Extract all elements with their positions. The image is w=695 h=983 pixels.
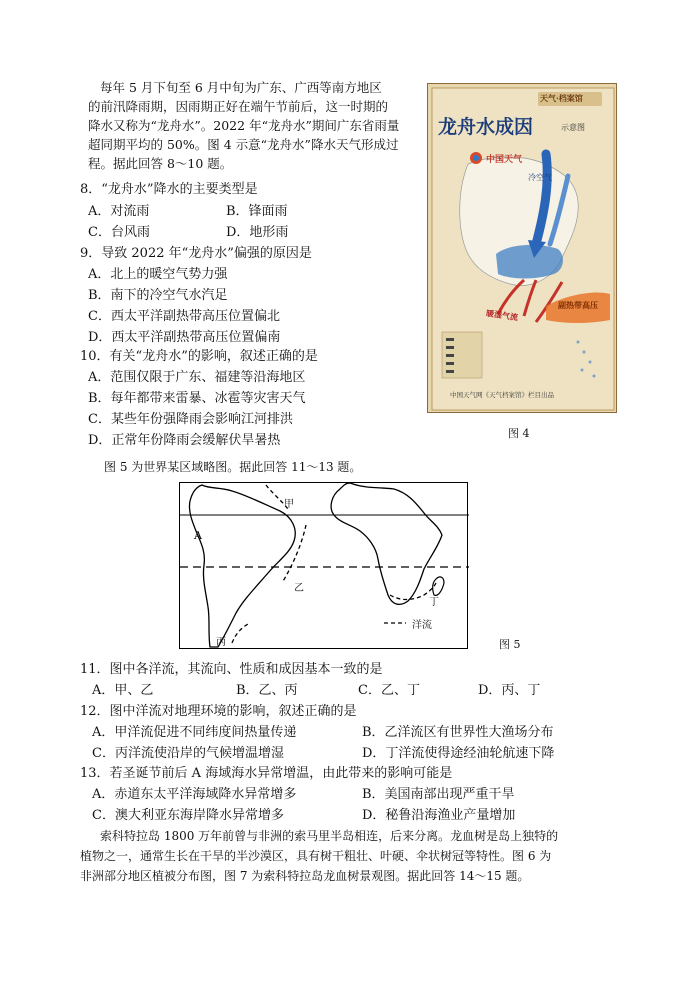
intro-line: 的前汛降雨期，因雨期正好在端午节前后，这一时期的 bbox=[88, 99, 389, 114]
q13-option-a[interactable]: A．赤道东太平洋海域降水异常增多 bbox=[92, 787, 297, 802]
cold-air-label: 冷空气 bbox=[528, 173, 552, 182]
subtropical-high-label: 副热带高压 bbox=[558, 300, 598, 310]
question-8-stem: 8．“龙舟水”降水的主要类型是 bbox=[80, 182, 258, 197]
q11-option-c[interactable]: C．乙、丁 bbox=[358, 683, 420, 698]
q13-option-c[interactable]: C．澳大利亚东海岸降水异常增多 bbox=[92, 808, 284, 823]
poster-subtitle: 示意图 bbox=[561, 123, 585, 132]
question-11-stem: 11．图中各洋流，其流向、性质和成因基本一致的是 bbox=[80, 662, 383, 677]
intro-line: 程。据此回答 8～10 题。 bbox=[88, 156, 233, 171]
q10-option-a[interactable]: A．范围仅限于广东、福建等沿海地区 bbox=[88, 370, 306, 385]
intro-passage bbox=[88, 78, 418, 173]
africa-outline bbox=[331, 483, 442, 604]
q11-option-b[interactable]: B．乙、丙 bbox=[236, 683, 298, 698]
label-jia: 甲 bbox=[284, 499, 294, 510]
q10-option-b[interactable]: B．每年都带来雷暴、冰雹等灾害天气 bbox=[88, 391, 306, 406]
current-bing bbox=[232, 623, 250, 643]
q10-option-c[interactable]: C．某些年份强降雨会影响江河排洪 bbox=[88, 412, 293, 427]
rain-band bbox=[496, 245, 563, 279]
q9-option-c[interactable]: C．西太平洋副热带高压位置偏北 bbox=[88, 309, 280, 324]
q8-option-b[interactable]: B．锋面雨 bbox=[226, 204, 288, 219]
q13-option-d[interactable]: D．秘鲁沿海渔业产量增加 bbox=[362, 808, 516, 823]
q8-option-c[interactable]: C．台风雨 bbox=[88, 225, 150, 240]
closing-passage bbox=[80, 826, 558, 886]
legend-current-label: 洋流 bbox=[412, 620, 432, 631]
question-9-stem: 9．导致 2022 年“龙舟水”偏强的原因是 bbox=[80, 246, 312, 261]
figure-5-caption: 图 5 bbox=[499, 638, 521, 651]
poster-title: 龙舟水成因 bbox=[438, 116, 534, 138]
intro-line: 降水又称为“龙舟水”。2022 年“龙舟水”期间广东省雨量 bbox=[88, 118, 400, 133]
closing-line: 植物之一，通常生长在干旱的半沙漠区，具有树干粗壮、叶硬、伞状树冠等特性。图 6 为 bbox=[80, 849, 552, 863]
q12-option-a[interactable]: A．甲洋流促进不同纬度间热量传递 bbox=[92, 725, 297, 740]
q11-option-a[interactable]: A．甲、乙 bbox=[92, 683, 154, 698]
warm-air-label: 暖湿气流 bbox=[485, 307, 519, 323]
south-america-outline bbox=[189, 485, 295, 647]
intro-line: 超同期平均的 50%。图 4 示意“龙舟水”降水天气形成过 bbox=[88, 137, 399, 152]
badge-text: 天气·档案馆 bbox=[540, 93, 583, 103]
q12-option-c[interactable]: C．丙洋流使沿岸的气候增温增湿 bbox=[92, 746, 284, 761]
brand-name: 中国天气 bbox=[486, 155, 523, 165]
label-ding: 丁 bbox=[429, 597, 439, 608]
q9-option-b[interactable]: B．南下的冷空气水汽足 bbox=[88, 288, 228, 303]
label-bing: 丙 bbox=[216, 637, 226, 648]
figure-5-intro: 图 5 为世界某区域略图。据此回答 11～13 题。 bbox=[104, 460, 362, 474]
q12-option-b[interactable]: B．乙洋流区有世界性大渔场分布 bbox=[362, 725, 554, 740]
q8-option-a[interactable]: A．对流雨 bbox=[88, 204, 150, 219]
figure-4-caption: 图 4 bbox=[508, 427, 530, 440]
closing-line: 非洲部分地区植被分布图，图 7 为索科特拉岛龙血树景观图。据此回答 14～15 题。 bbox=[80, 869, 530, 883]
q11-option-d[interactable]: D．丙、丁 bbox=[478, 683, 541, 698]
question-13-stem: 13．若圣诞节前后 A 海域海水异常增温，由此带来的影响可能是 bbox=[80, 766, 453, 781]
q9-option-d[interactable]: D．西太平洋副热带高压位置偏南 bbox=[88, 330, 281, 345]
q13-option-b[interactable]: B．美国南部出现严重干旱 bbox=[362, 787, 515, 802]
label-yi: 乙 bbox=[294, 583, 304, 594]
closing-line: 索科特拉岛 1800 万年前曾与非洲的索马里半岛相连，后来分离。龙血树是岛上独特的 bbox=[100, 829, 559, 843]
q9-option-a[interactable]: A．北上的暖空气势力强 bbox=[88, 267, 228, 282]
question-12-stem: 12．图中洋流对地理环境的影响，叙述正确的是 bbox=[80, 704, 357, 719]
intro-line: 每年 5 月下旬至 6 月中旬为广东、广西等南方地区 bbox=[100, 80, 382, 95]
figure-4-poster bbox=[427, 83, 617, 413]
q10-option-d[interactable]: D．正常年份降雨会缓解伏旱暑热 bbox=[88, 433, 281, 448]
q8-option-d[interactable]: D．地形雨 bbox=[226, 225, 289, 240]
poster-footer: 中国天气网《天气档案馆》栏目出品 bbox=[450, 391, 554, 399]
figure-5-map bbox=[179, 482, 468, 649]
q12-option-d[interactable]: D．丁洋流使得途经油轮航速下降 bbox=[362, 746, 555, 761]
label-A: A bbox=[194, 529, 202, 542]
question-10-stem: 10．有关“龙舟水”的影响，叙述正确的是 bbox=[80, 349, 318, 364]
